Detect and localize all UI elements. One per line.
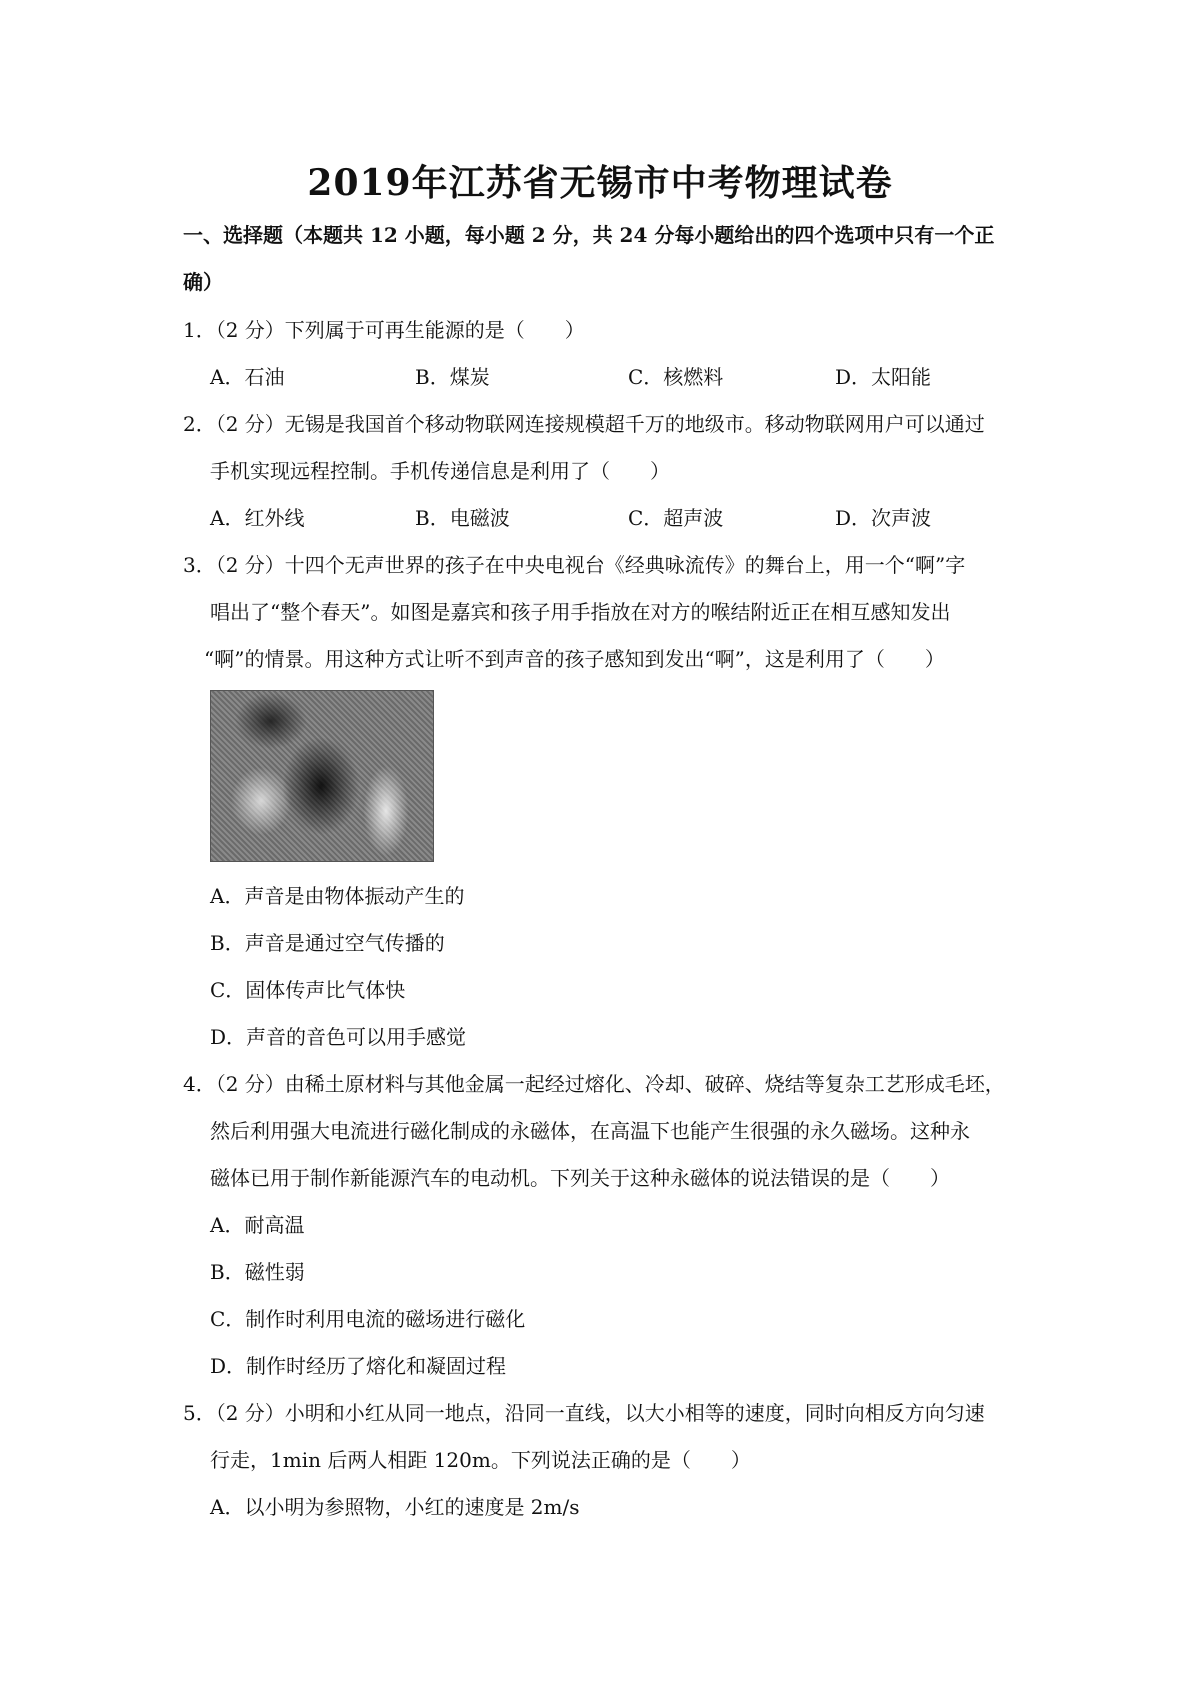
question-1-option-d: D．太阳能 — [835, 365, 932, 389]
question-2-option-b: B．电磁波 — [415, 506, 510, 530]
question-2-option-d: D．次声波 — [835, 506, 932, 530]
question-2-stem-line-1: 2．（2 分）无锡是我国首个移动物联网连接规模超千万的地级市。移动物联网用户可以通过 — [183, 412, 985, 436]
section-heading-line-2: 确） — [183, 270, 223, 294]
question-3-photo — [210, 690, 434, 862]
question-4-option-c: C．制作时利用电流的磁场进行磁化 — [210, 1307, 526, 1331]
question-2-option-a: A．红外线 — [210, 506, 305, 530]
question-4-option-d: D．制作时经历了熔化和凝固过程 — [210, 1354, 507, 1378]
question-4-stem-line-3: 磁体已用于制作新能源汽车的电动机。下列关于这种永磁体的说法错误的是（ ） — [210, 1166, 950, 1190]
question-3-option-a: A．声音是由物体振动产生的 — [210, 884, 465, 908]
question-4-stem-line-1: 4．（2 分）由稀土原材料与其他金属一起经过熔化、冷却、破碎、烧结等复杂工艺形成毛坯， — [183, 1072, 1005, 1096]
question-2-option-c: C．超声波 — [628, 506, 724, 530]
question-3-option-d: D．声音的音色可以用手感觉 — [210, 1025, 467, 1049]
question-5-stem-line-2: 行走，1min 后两人相距 120m。下列说法正确的是（ ） — [210, 1448, 751, 1472]
question-3-option-b: B．声音是通过空气传播的 — [210, 931, 445, 955]
question-4-stem-line-2: 然后利用强大电流进行磁化制成的永磁体，在高温下也能产生很强的永久磁场。这种永 — [210, 1119, 970, 1143]
question-1-option-a: A．石油 — [210, 365, 285, 389]
question-4-option-b: B．磁性弱 — [210, 1260, 305, 1284]
question-3-option-c: C．固体传声比气体快 — [210, 978, 406, 1002]
question-3-stem-line-3: “啊”的情景。用这种方式让听不到声音的孩子感知到发出“啊”，这是利用了（ ） — [204, 647, 945, 671]
question-5-stem-line-1: 5．（2 分）小明和小红从同一地点，沿同一直线，以大小相等的速度，同时向相反方向匀速 — [183, 1401, 985, 1425]
question-4-option-a: A．耐高温 — [210, 1213, 305, 1237]
question-1-stem: 1．（2 分）下列属于可再生能源的是（ ） — [183, 318, 585, 342]
question-1-option-c: C．核燃料 — [628, 365, 724, 389]
question-2-stem-line-2: 手机实现远程控制。手机传递信息是利用了（ ） — [210, 459, 670, 483]
section-heading-line-1: 一、选择题（本题共 12 小题，每小题 2 分，共 24 分每小题给出的四个选项中只有一个正 — [183, 223, 995, 247]
exam-title: 2019年江苏省无锡市中考物理试卷 — [307, 162, 893, 204]
question-5-option-a: A．以小明为参照物，小红的速度是 2m/s — [210, 1495, 580, 1519]
question-3-stem-line-2: 唱出了“整个春天”。如图是嘉宾和孩子用手指放在对方的喉结附近正在相互感知发出 — [210, 600, 951, 624]
question-1-option-b: B．煤炭 — [415, 365, 490, 389]
question-3-stem-line-1: 3．（2 分）十四个无声世界的孩子在中央电视台《经典咏流传》的舞台上，用一个“啊”字 — [183, 553, 966, 577]
